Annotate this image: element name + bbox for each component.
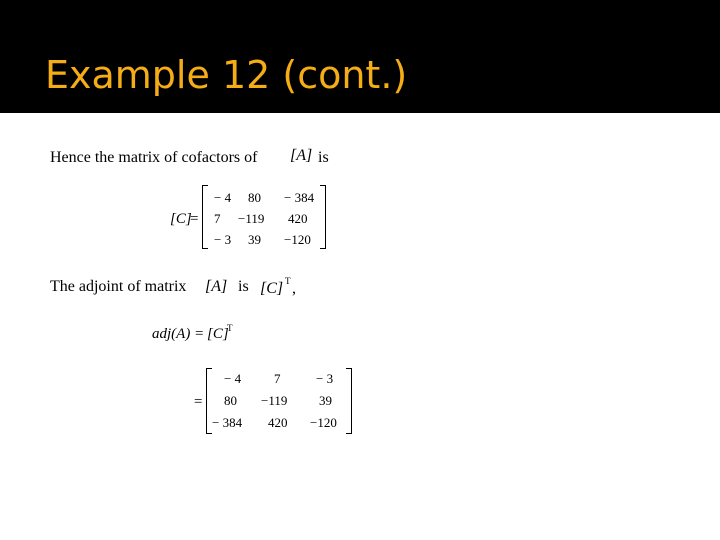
c-matrix-label: [C] <box>170 211 192 227</box>
matrix-cell: 7 <box>274 371 281 386</box>
matrix-cell: − 4 <box>224 371 242 386</box>
adj-matrix-equals: = <box>194 394 203 410</box>
matrix-cell: − 4 <box>214 190 232 205</box>
adjoint-matrix <box>206 368 352 434</box>
c-transpose-rhs: [C] <box>207 326 229 342</box>
matrix-a-symbol-2: [A] <box>205 278 228 295</box>
matrix-cell: 80 <box>248 190 261 205</box>
c-transpose-symbol: [C] <box>260 280 284 297</box>
cofactor-sentence-suffix: is <box>318 149 329 166</box>
matrix-cell: −120 <box>310 415 337 430</box>
adjoint-sentence: The adjoint of matrix <box>50 278 187 295</box>
matrix-cell: −119 <box>238 211 265 226</box>
matrix-cell: − 3 <box>214 232 232 247</box>
matrix-cell: − 384 <box>284 190 315 205</box>
matrix-cell: − 3 <box>316 371 334 386</box>
matrix-cell: 7 <box>214 211 221 226</box>
matrix-cell: 80 <box>224 393 237 408</box>
matrix-a-symbol: [A] <box>290 147 313 164</box>
left-bracket <box>202 185 208 249</box>
adj-transpose-superscript: T <box>227 323 233 333</box>
cofactor-matrix <box>202 185 326 249</box>
adjoint-sentence-comma: , <box>292 280 296 297</box>
matrix-cell: −120 <box>284 232 311 247</box>
cofactor-sentence: Hence the matrix of cofactors of <box>50 149 258 166</box>
right-bracket <box>320 185 326 249</box>
c-matrix-equals: = <box>190 211 199 227</box>
adj-equals: = <box>195 326 204 342</box>
matrix-cell: − 384 <box>212 415 243 430</box>
adjoint-sentence-is: is <box>238 278 249 295</box>
adj-a-label: adj(A) <box>152 326 191 342</box>
matrix-cell: 420 <box>268 415 288 430</box>
matrix-cell: 420 <box>288 211 308 226</box>
matrix-cell: −119 <box>261 393 288 408</box>
matrix-cell: 39 <box>248 232 261 247</box>
slide-title: Example 12 (cont.) <box>45 53 408 97</box>
transpose-superscript: T <box>285 276 291 286</box>
matrix-cell: 39 <box>319 393 332 408</box>
right-bracket <box>346 368 352 434</box>
